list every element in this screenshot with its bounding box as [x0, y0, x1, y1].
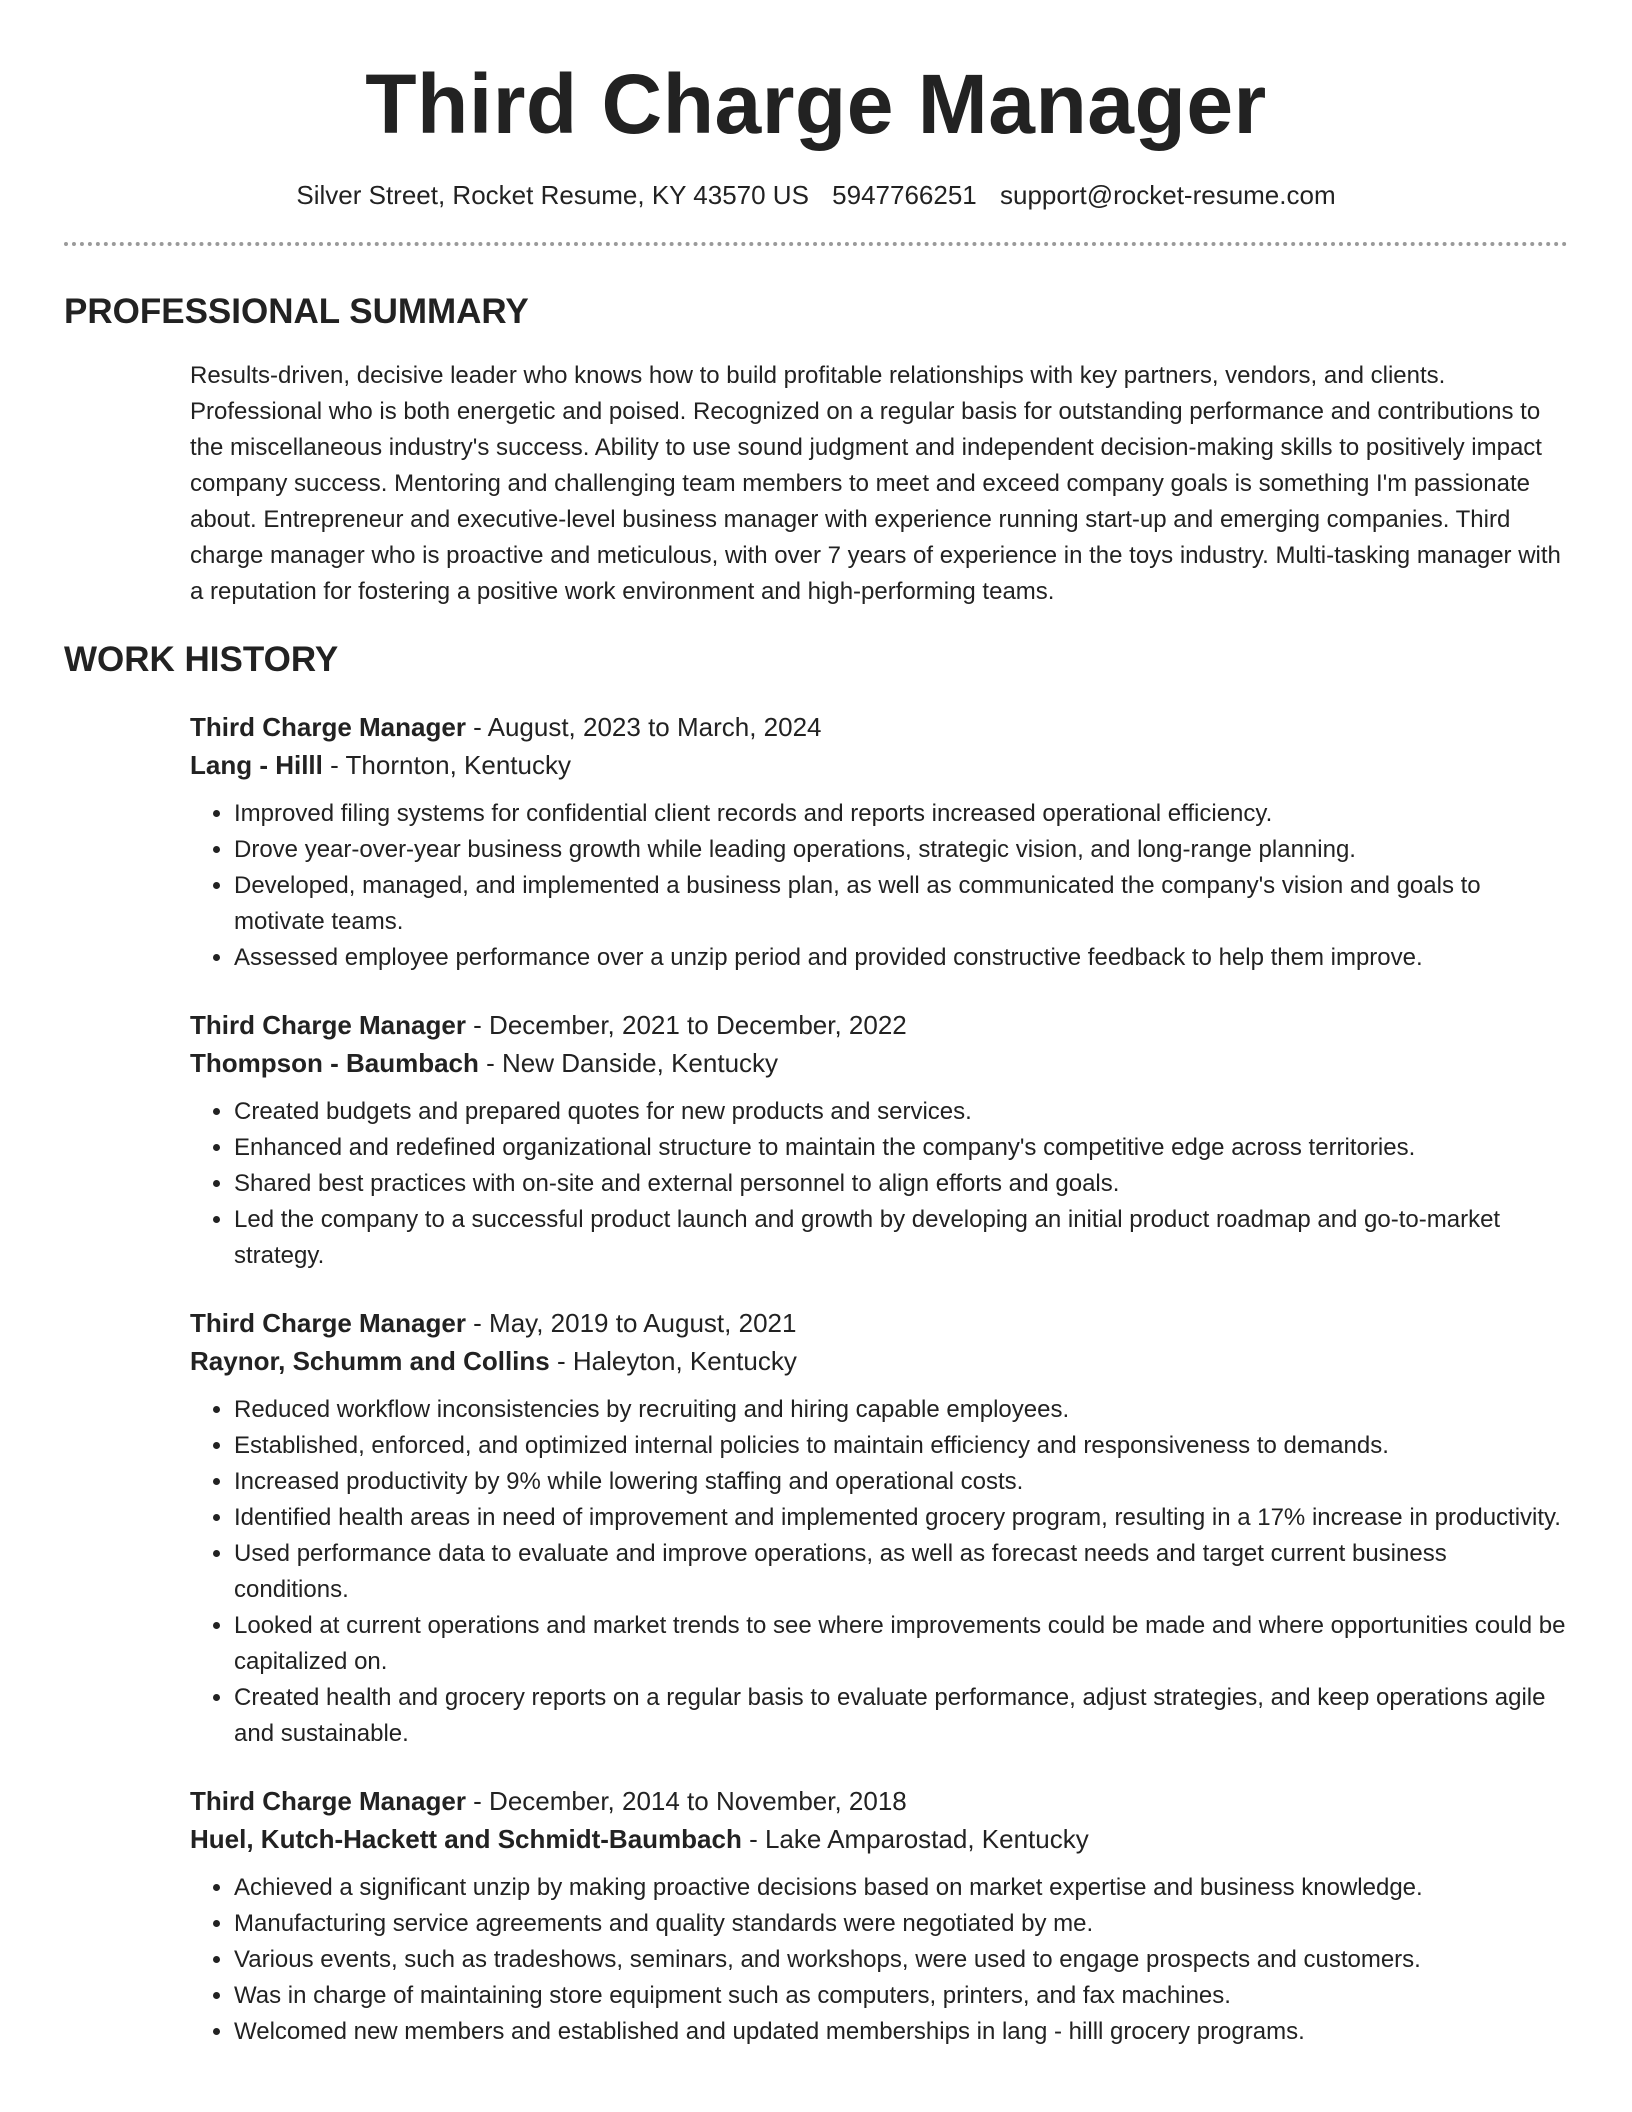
- duty-item: • Manufacturing service agreements and quality standards were negotiated by me.: [234, 1906, 1568, 1942]
- job-duties: [190, 1392, 1568, 1752]
- job-location: - Thornton, Kentucky: [322, 750, 571, 780]
- duty-item: • Shared best practices with on-site and external personnel to align efforts and goals.: [234, 1166, 1568, 1202]
- job-entry: [190, 1006, 1568, 1274]
- contact-email: support@rocket-resume.com: [1000, 180, 1336, 210]
- job-entry: [190, 1304, 1568, 1752]
- job-company: Thompson - Baumbach: [190, 1048, 479, 1078]
- summary-heading: PROFESSIONAL SUMMARY: [64, 292, 529, 331]
- job-dates: - December, 2021 to December, 2022: [465, 1010, 907, 1040]
- job-role: Third Charge Manager: [190, 1308, 466, 1338]
- contact-phone: 5947766251: [832, 180, 977, 210]
- summary-text: Results-driven, decisive leader who knows how to build profitable relationships with key partners, vendors, and clients. Professional who is both energetic and poised. Recognized on a regular basis for outstanding performance and contributions to the miscellaneous industry's success. Ability to use sound judgment and independent decision-making skills to positively impact company success. Mentoring and challenging team members to meet and exceed company goals is something I'm passionate about. Entrepreneur and executive-level business manager with experience running start-up and emerging companies. Third charge manager who is proactive and meticulous, with over 7 years of experience in the toys industry. Multi-tasking manager with a reputation for fostering a positive work environment and high-performing teams.: [190, 362, 1561, 605]
- duty-item: • Developed, managed, and implemented a business plan, as well as communicated the company's vision and goals to motivate teams.: [234, 868, 1568, 940]
- job-company-line: [190, 1820, 1568, 1858]
- duty-item: • Drove year-over-year business growth while leading operations, strategic vision, and long-range planning.: [234, 832, 1568, 868]
- job-role: Third Charge Manager: [190, 1010, 466, 1040]
- job-company: Huel, Kutch-Hackett and Schmidt-Baumbach: [190, 1824, 742, 1854]
- job-duties: [190, 1870, 1568, 2050]
- contact-line: [0, 178, 1632, 212]
- duty-item: • Assessed employee performance over a unzip period and provided constructive feedback to help them improve.: [234, 940, 1568, 976]
- contact-address: Silver Street, Rocket Resume, KY 43570 US: [296, 180, 809, 210]
- job-company: Raynor, Schumm and Collins: [190, 1346, 550, 1376]
- duty-item: • Enhanced and redefined organizational structure to maintain the company's competitive edge across territories.: [234, 1130, 1568, 1166]
- job-company: Lang - Hilll: [190, 750, 323, 780]
- job-role: Third Charge Manager: [190, 712, 466, 742]
- job-title-line: [190, 1782, 1568, 1820]
- candidate-name: Third Charge Manager: [365, 57, 1267, 151]
- job-company-line: [190, 1342, 1568, 1380]
- duty-item: • Looked at current operations and market trends to see where improvements could be made and where opportunities could be capitalized on.: [234, 1608, 1568, 1680]
- duty-item: • Reduced workflow inconsistencies by recruiting and hiring capable employees.: [234, 1392, 1568, 1428]
- job-duties: [190, 796, 1568, 976]
- duty-item: • Led the company to a successful product launch and growth by developing an initial product roadmap and go-to-market strategy.: [234, 1202, 1568, 1274]
- job-dates: - December, 2014 to November, 2018: [465, 1786, 907, 1816]
- duty-item: • Created health and grocery reports on a regular basis to evaluate performance, adjust strategies, and keep operations agile and sustainable.: [234, 1680, 1568, 1752]
- job-location: - New Danside, Kentucky: [478, 1048, 779, 1078]
- duty-item: • Identified health areas in need of improvement and implemented grocery program, resulting in a 17% increase in productivity.: [234, 1500, 1568, 1536]
- duty-item: • Created budgets and prepared quotes for new products and services.: [234, 1094, 1568, 1130]
- header-divider: [64, 242, 1568, 246]
- job-entry: [190, 708, 1568, 976]
- job-title-line: [190, 1304, 1568, 1342]
- job-location: - Haleyton, Kentucky: [549, 1346, 797, 1376]
- job-dates: - May, 2019 to August, 2021: [465, 1308, 797, 1338]
- job-company-line: [190, 746, 1568, 784]
- job-title-line: [190, 708, 1568, 746]
- job-entry: [190, 1782, 1568, 2050]
- duty-item: • Welcomed new members and established and updated memberships in lang - hilll grocery programs.: [234, 2014, 1568, 2050]
- job-location: - Lake Amparostad, Kentucky: [741, 1824, 1089, 1854]
- duty-item: • Increased productivity by 9% while lowering staffing and operational costs.: [234, 1464, 1568, 1500]
- job-title-line: [190, 1006, 1568, 1044]
- duty-item: • Established, enforced, and optimized internal policies to maintain efficiency and responsiveness to demands.: [234, 1428, 1568, 1464]
- duty-item: • Was in charge of maintaining store equipment such as computers, printers, and fax machines.: [234, 1978, 1568, 2014]
- duty-item: • Various events, such as tradeshows, seminars, and workshops, were used to engage prospects and customers.: [234, 1942, 1568, 1978]
- job-dates: - August, 2023 to March, 2024: [465, 712, 822, 742]
- duty-item: • Improved filing systems for confidential client records and reports increased operational efficiency.: [234, 796, 1568, 832]
- job-duties: [190, 1094, 1568, 1274]
- duty-item: • Achieved a significant unzip by making proactive decisions based on market expertise and business knowledge.: [234, 1870, 1568, 1906]
- job-role: Third Charge Manager: [190, 1786, 466, 1816]
- job-company-line: [190, 1044, 1568, 1082]
- duty-item: • Used performance data to evaluate and improve operations, as well as forecast needs and target current business conditions.: [234, 1536, 1568, 1608]
- work-history-heading: WORK HISTORY: [64, 640, 339, 679]
